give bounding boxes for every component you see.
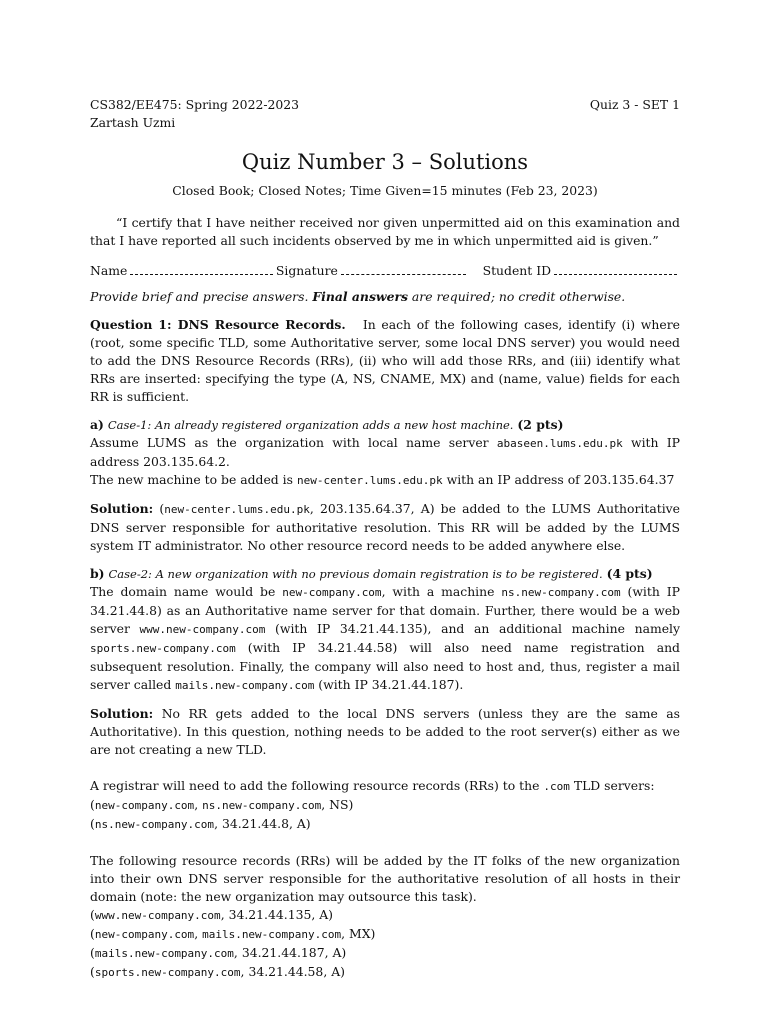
signature-line [90, 262, 680, 280]
record-name: new-company.com [94, 928, 195, 941]
instructor-name: Zartash Uzmi [90, 115, 176, 130]
honor-statement: “I certify that I have neither received nor given unpermitted aid on this examination and that I have reported all such incidents observed by me in which unpermitted aid is given.” [90, 215, 680, 248]
record-open: ( [90, 907, 95, 922]
record-open: ( [90, 797, 95, 812]
record-sep: , [240, 964, 249, 979]
instructions-bold: Final answers [312, 289, 408, 304]
header-left [90, 96, 299, 132]
registrar-block [90, 777, 680, 834]
part-b-case: Case-2: A new organization with no previous domain registration is to be registered. [108, 567, 603, 581]
name-label: Name [90, 263, 128, 278]
part-a-line2-post: with an IP address of 203.135.64.37 [442, 472, 675, 487]
page-subtitle: Closed Book; Closed Notes; Time Given=15 minutes (Feb 23, 2023) [172, 183, 598, 198]
authoritative-block [90, 852, 680, 982]
record-open: ( [90, 816, 95, 831]
part-a-heading [90, 416, 680, 434]
sports-host: sports.new-company.com [90, 642, 236, 655]
tld-record [90, 815, 680, 834]
tld-record [90, 796, 680, 815]
part-b [90, 565, 680, 695]
instructions [90, 288, 680, 306]
record-open: ( [90, 945, 95, 960]
record-sep: , [220, 907, 229, 922]
part-a-label: a) [90, 417, 104, 432]
record-type: , A) [324, 945, 347, 960]
record-value: 34.21.44.187 [241, 945, 325, 960]
record-open: ( [90, 964, 95, 979]
record-value: 34.21.44.135 [228, 907, 312, 922]
record-value: mails.new-company.com [202, 928, 342, 941]
question-1 [90, 316, 680, 406]
record-name: mails.new-company.com [94, 947, 234, 960]
part-b-text-4: (with IP 34.21.44.135), and an additional machine namely [265, 621, 680, 636]
registrar-post: TLD servers: [569, 778, 655, 793]
record-name: sports.new-company.com [94, 966, 241, 979]
record-sep: , [233, 945, 242, 960]
record-sep: , [214, 816, 222, 831]
part-b-label: b) [90, 566, 105, 581]
record-name: www.new-company.com [94, 909, 221, 922]
auth-record [90, 925, 680, 944]
part-a-line-1 [90, 434, 680, 471]
auth-record [90, 906, 680, 925]
part-b-text-3: (with IP 34.21.44.8) as an Authoritative name server for that domain. Further, there would be a web server [90, 584, 680, 636]
instructions-pre: Provide brief and precise answers. [90, 289, 313, 304]
part-b-text-1: The domain name would be [90, 584, 283, 599]
name-blank [130, 273, 273, 275]
solution-host: new-center.lums.edu.pk [164, 503, 310, 516]
record-type: , A) [288, 816, 311, 831]
part-b-solution [90, 705, 680, 759]
record-open: ( [90, 926, 95, 941]
record-type: , MX) [341, 926, 376, 941]
student-id-label: Student ID [482, 263, 552, 278]
header-row [90, 96, 680, 132]
part-b-text-6: (with IP 34.21.44.187). [314, 677, 464, 692]
part-a-line1-pre: Assume LUMS as the organization with local name server [90, 435, 497, 450]
instructions-post: are required; no credit otherwise. [407, 289, 626, 304]
quiz-set-label: Quiz 3 - SET 1 [589, 97, 680, 112]
solution-label: Solution: [90, 706, 154, 721]
record-sep: , [194, 926, 203, 941]
ns-host: ns.new-company.com [501, 586, 621, 599]
record-type: , A) [311, 907, 334, 922]
solution-text: No RR gets added to the local DNS servers (unless they are the same as Authoritative). In this question, nothing needs to be added to the root server(s) either as we are not creating a new TLD. [90, 706, 680, 757]
question-1-heading: Question 1: DNS Resource Records. [90, 317, 346, 332]
part-a-line2-pre: The new machine to be added is [90, 472, 297, 487]
solution-open-paren: ( [153, 501, 165, 516]
new-machine-host: new-center.lums.edu.pk [296, 474, 443, 487]
it-folks-text: The following resource records (RRs) will be added by the IT folks of the new organization into their own DNS server responsible for the authoritative resolution of all hosts in their domain (note: the new organization may outsource this task). [90, 853, 680, 904]
tld-name: .com [543, 780, 570, 793]
page-title: Quiz Number 3 – Solutions [241, 150, 529, 174]
www-host: www.new-company.com [139, 623, 266, 636]
registrar-intro [90, 777, 680, 796]
part-a-points: (2 pts) [517, 417, 564, 432]
signature-label: Signature [275, 263, 338, 278]
auth-record [90, 963, 680, 982]
part-b-text-2: , with a machine [381, 584, 502, 599]
student-id-blank [554, 273, 677, 275]
mail-host: mails.new-company.com [175, 679, 315, 692]
record-sep: , [194, 797, 203, 812]
record-type: , A) [323, 964, 345, 979]
part-a-line1-post: with IP address 203.135.64.2. [90, 435, 680, 469]
record-value: 34.21.44.8 [221, 816, 289, 831]
solution-text: , 203.135.64.37, A) be added to the LUMS Authoritative DNS server responsible for authoritative resolution. This RR will be added by the LUMS system IT administrator. No other resource record needs to be added anywhere else. [90, 501, 681, 553]
part-b-text-5: (with IP 34.21.44.58) will also need name registration and subsequent resolution. Finally, the company will also need to host and, thus, register a mail server called [90, 640, 680, 692]
part-a-solution [90, 500, 680, 555]
registrar-pre: A registrar will need to add the following resource records (RRs) to the [90, 778, 544, 793]
domain-name: new-company.com [282, 586, 382, 599]
question-1-text: In each of the following cases, identify (i) where (root, some specific TLD, some Authoritative server, some local DNS server) you would need to add the DNS Resource Records (RRs), (ii) who will add those RRs, and (iii) identify what RRs are inserted: specifying the type (A, NS, CNAME, MX) and (name, value) fields for each RR is sufficient. [90, 317, 680, 404]
auth-record [90, 944, 680, 963]
signature-blank [341, 273, 466, 275]
part-b-description [90, 583, 680, 695]
record-value: ns.new-company.com [202, 799, 322, 812]
part-b-heading [90, 565, 680, 583]
record-name: new-company.com [94, 799, 195, 812]
solution-label: Solution: [90, 501, 154, 516]
course-label: CS382/EE475: Spring 2022-2023 [90, 97, 300, 112]
record-type: , NS) [321, 797, 354, 812]
part-a-line-2 [90, 471, 680, 490]
part-a [90, 416, 680, 490]
record-value: 34.21.44.58 [248, 964, 324, 979]
name-server-host: abaseen.lums.edu.pk [496, 437, 623, 450]
part-b-points: (4 pts) [606, 566, 653, 581]
part-a-case: Case-1: An already registered organization adds a new host machine. [107, 418, 514, 432]
record-name: ns.new-company.com [94, 818, 215, 831]
quiz-page [90, 96, 680, 982]
